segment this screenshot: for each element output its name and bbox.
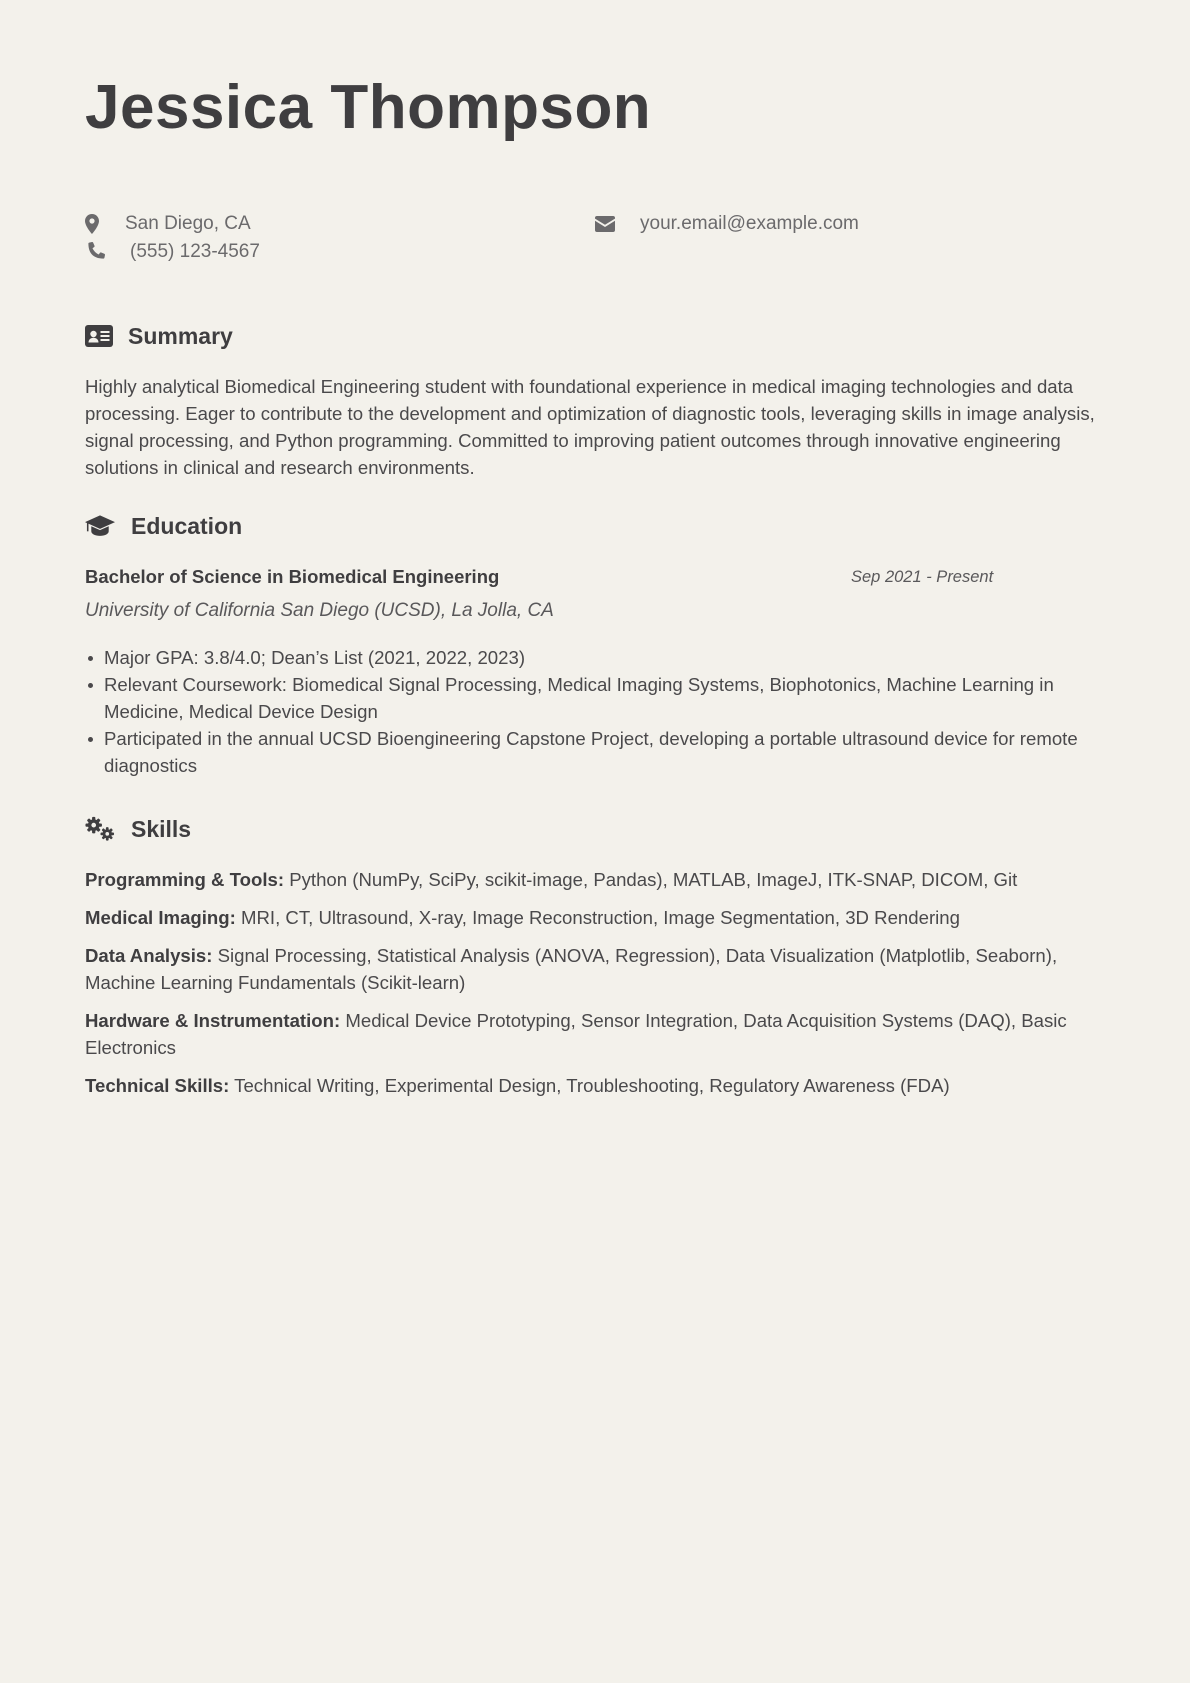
graduation-cap-icon <box>85 514 115 538</box>
list-item: Major GPA: 3.8/4.0; Dean’s List (2021, 2022, 2023) <box>104 644 1124 671</box>
skills-heading: Skills <box>131 816 192 842</box>
skill-label: Programming & Tools: <box>85 869 285 890</box>
skill-row-programming <box>85 866 1105 893</box>
skill-label: Technical Skills: <box>85 1075 230 1096</box>
email-link[interactable]: your.email@example.com <box>640 213 859 234</box>
section-skills-header <box>85 814 485 844</box>
summary-text: Highly analytical Biomedical Engineering student with foundational experience in medical imaging technologies and data processing. Eager to contribute to the development and optimization of diagnostic tools, leveraging skills in image analysis, signal processing, and Python programming. Committed to improving patient outcomes through innovative engineering solutions in clinical and research environments. <box>85 376 1095 478</box>
section-summary-header <box>85 321 485 351</box>
contact-email[interactable] <box>595 212 1015 236</box>
location-text: San Diego, CA <box>125 213 251 234</box>
list-item: Relevant Coursework: Biomedical Signal Processing, Medical Imaging Systems, Biophotonics, Machine Learning in Medicine, Medical Device Design <box>104 671 1124 725</box>
degree-title: Bachelor of Science in Biomedical Engineering <box>85 566 500 587</box>
skill-label: Data Analysis: <box>85 945 213 966</box>
list-item: Participated in the annual UCSD Bioengineering Capstone Project, developing a portable ultrasound device for remote diagnostics <box>104 725 1124 779</box>
skill-row-medical-imaging <box>85 904 1105 931</box>
candidate-name: Jessica Thompson <box>85 73 652 142</box>
contact-phone <box>85 240 505 264</box>
skill-value: Signal Processing, Statistical Analysis (ANOVA, Regression), Data Visualization (Matplotlib, Seaborn), Machine Learning Fundamentals (Scikit-learn) <box>85 945 1058 993</box>
section-education-header <box>85 511 485 541</box>
school-name: University of California San Diego (UCSD), La Jolla, CA <box>85 600 554 621</box>
skill-value: Medical Device Prototyping, Sensor Integration, Data Acquisition Systems (DAQ), Basic Electronics <box>85 1010 1067 1058</box>
id-card-icon <box>85 324 115 348</box>
summary-heading: Summary <box>128 323 233 349</box>
phone-icon <box>85 240 107 264</box>
gears-icon <box>85 817 115 841</box>
skill-row-data-analysis <box>85 942 1105 996</box>
skill-value: Python (NumPy, SciPy, scikit-image, Pandas), MATLAB, ImageJ, ITK-SNAP, DICOM, Git <box>289 869 1018 890</box>
education-dates: Sep 2021 - Present <box>851 568 994 586</box>
skill-row-technical <box>85 1072 1105 1099</box>
skill-label: Hardware & Instrumentation: <box>85 1010 341 1031</box>
skill-label: Medical Imaging: <box>85 907 236 928</box>
phone-text: (555) 123-4567 <box>130 241 260 262</box>
education-heading: Education <box>131 513 243 539</box>
contact-location <box>85 212 505 236</box>
skill-value: Technical Writing, Experimental Design, Troubleshooting, Regulatory Awareness (FDA) <box>234 1075 950 1096</box>
education-bullets <box>85 644 1124 779</box>
envelope-icon <box>595 212 617 236</box>
skill-row-hardware <box>85 1007 1105 1061</box>
map-marker-icon <box>85 212 107 236</box>
skill-value: MRI, CT, Ultrasound, X-ray, Image Reconstruction, Image Segmentation, 3D Rendering <box>241 907 960 928</box>
